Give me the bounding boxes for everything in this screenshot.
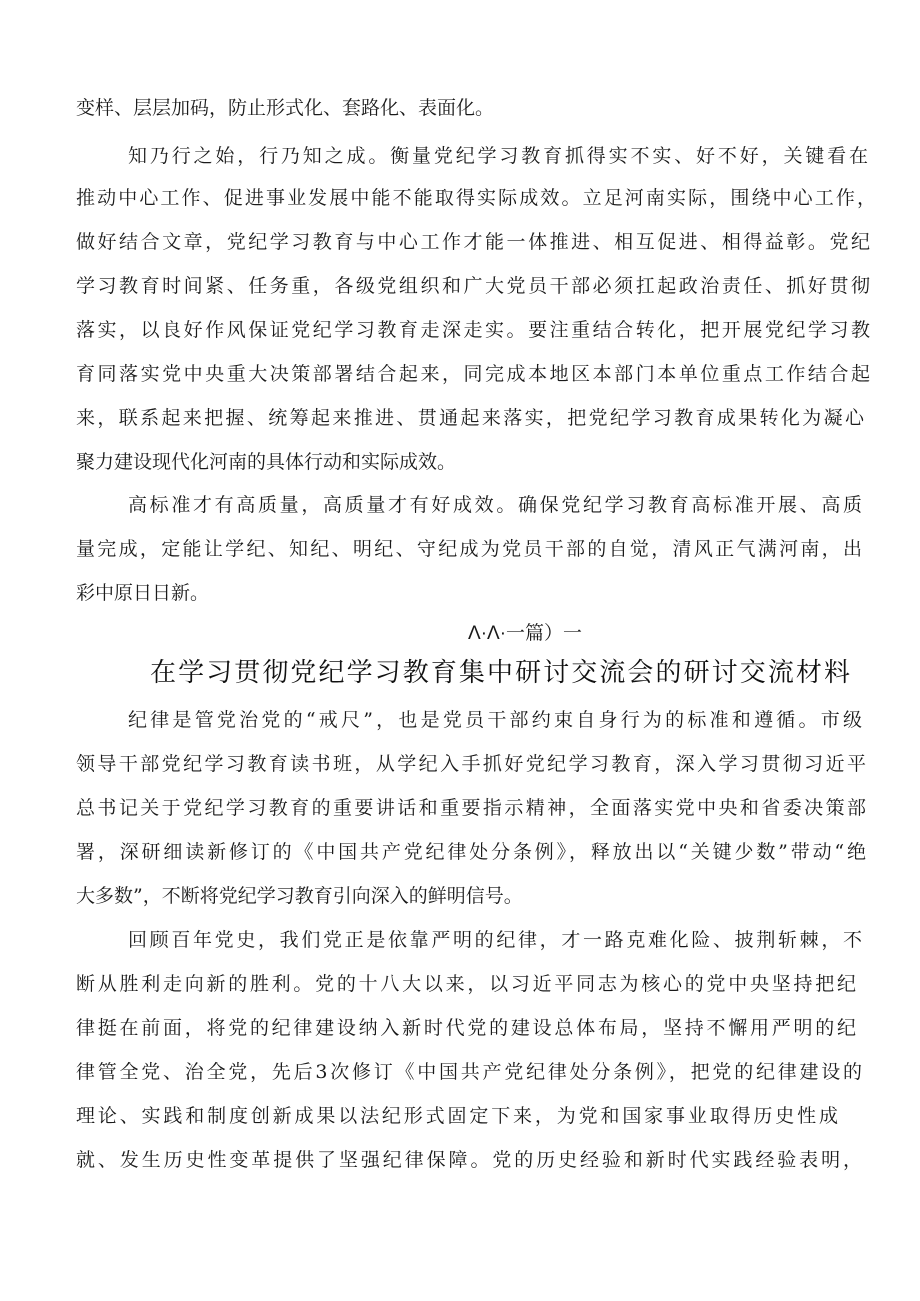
paragraph-line: 聚力建设现代化河南的具体行动和实际成效。 [76, 451, 457, 473]
paragraph-line: 律管全党、治全党，先后3次修订《中国共产党纪律处分条例》，把党的纪律建设的 [76, 1061, 862, 1083]
paragraph-line: 落实，以良好作风保证党纪学习教育走深走实。要注重结合转化，把开展党纪学习教 [76, 319, 870, 341]
paragraph-line: 推动中心工作、促进事业发展中能不能取得实际成效。立足河南实际，围绕中心工作， [76, 187, 876, 209]
paragraph-line: 就、发生历史性变革提供了坚强纪律保障。党的历史经验和新时代实践经验表明， [76, 1149, 862, 1171]
paragraph-line: 来，联系起来把握、统筹起来推进、贯通起来落实，把党纪学习教育成果转化为凝心 [76, 407, 864, 429]
paragraph-line: 回顾百年党史，我们党正是依靠严明的纪律，才一路克难化险、披荆斩棘，不 [128, 929, 862, 951]
paragraph-line: 大多数”，不断将党纪学习教育引向深入的鲜明信号。 [76, 885, 523, 907]
paragraph-line: 高标准才有高质量，高质量才有好成效。确保党纪学习教育高标准开展、高质 [128, 494, 862, 516]
paragraph-line: 断从胜利走向新的胜利。党的十八大以来，以习近平同志为核心的党中央坚持把纪 [76, 973, 856, 995]
paragraph-line: 知乃行之始，行乃知之成。衡量党纪学习教育抓得实不实、好不好，关键看在 [128, 145, 868, 167]
paragraph-line: 纪律是管党治党的“戒尺”，也是党员干部约束自身行为的标准和遵循。市级 [128, 709, 862, 731]
paragraph-line: 理论、实践和制度创新成果以法纪形式固定下来，为党和国家事业取得历史性成 [76, 1105, 838, 1127]
paragraph-line: 总书记关于党纪学习教育的重要讲话和重要指示精神，全面落实党中央和省委决策部 [76, 797, 866, 819]
section-marker: Λ·Λ·一篇）一 [468, 623, 583, 644]
paragraph-line: 做好结合文章，党纪学习教育与中心工作才能一体推进、相互促进、相得益彰。党纪 [76, 231, 870, 253]
paragraph-line: 律挺在前面，将党的纪律建设纳入新时代党的建设总体布局，坚持不懈用严明的纪 [76, 1017, 856, 1039]
paragraph-line: 量完成，定能让学纪、知纪、明纪、守纪成为党员干部的自觉，清风正气满河南，出 [76, 538, 862, 560]
paragraph-line: 领导干部党纪学习教育读书班，从学纪入手抓好党纪学习教育，深入学习贯彻习近平 [76, 753, 866, 775]
paragraph-line: 变样、层层加码，防止形式化、套路化、表面化。 [76, 97, 495, 119]
paragraph-line: 彩中原日日新。 [76, 582, 210, 604]
paragraph-line: 署，深研细读新修订的《中国共产党纪律处分条例》，释放出以“关键少数”带动“绝 [76, 841, 866, 863]
paragraph-line: 育同落实党中央重大决策部署结合起来，同完成本地区本部门本单位重点工作结合起 [76, 363, 870, 385]
paragraph-line: 学习教育时间紧、任务重，各级党组织和广大党员干部必须扛起政治责任、抓好贯彻 [76, 275, 870, 297]
section-title: 在学习贯彻党纪学习教育集中研讨交流会的研讨交流材料 [150, 658, 850, 688]
